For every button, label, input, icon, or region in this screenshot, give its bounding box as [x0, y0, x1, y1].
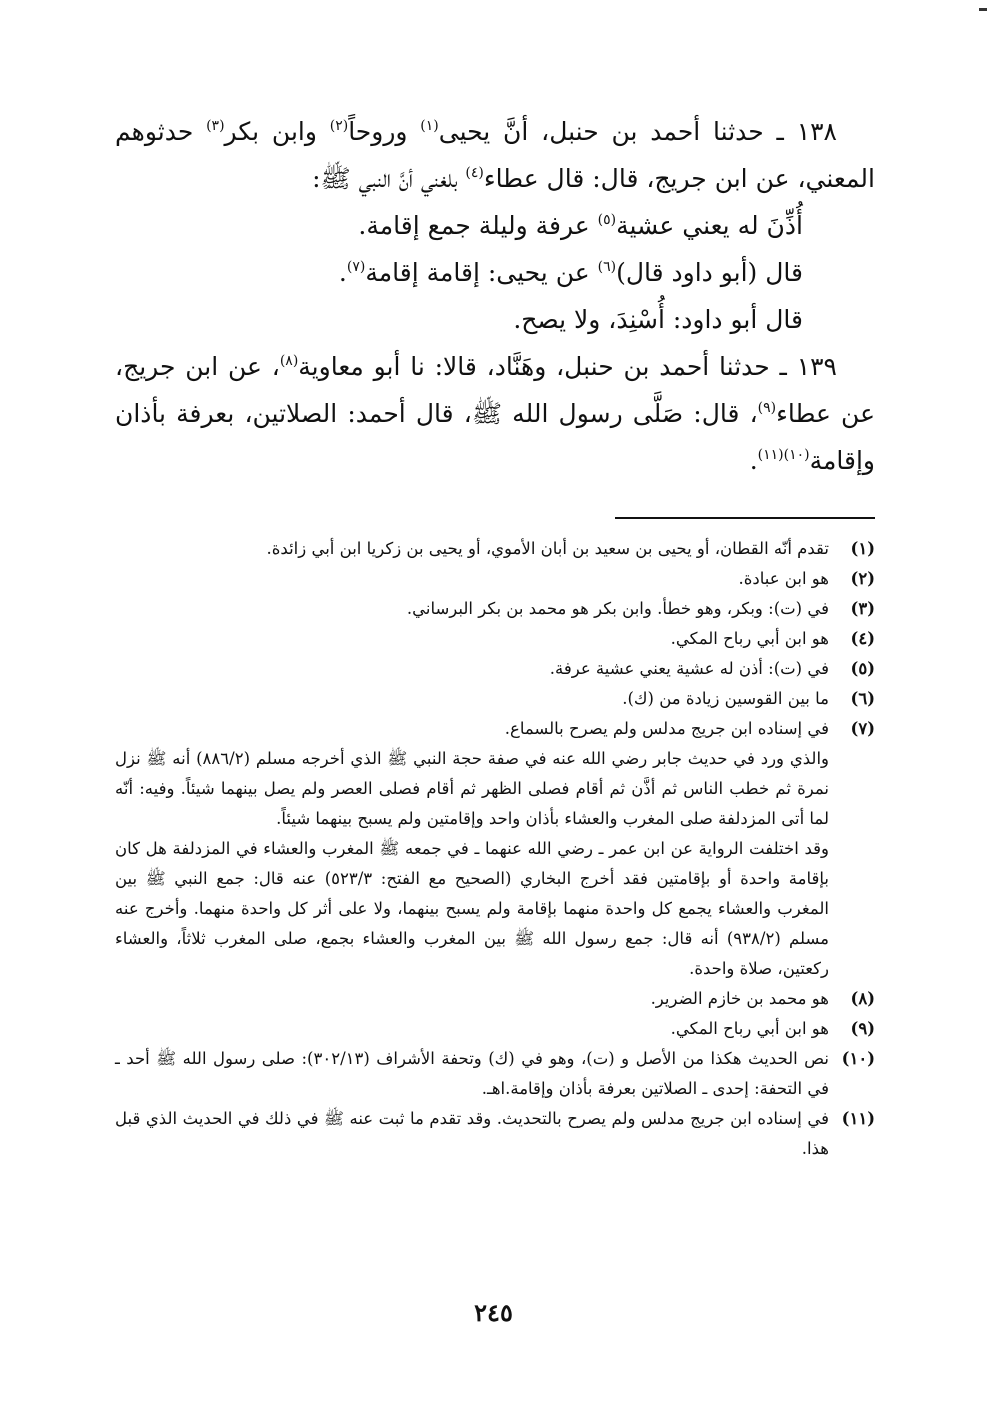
footnote-text: هو محمد بن خازم الضرير.: [650, 989, 829, 1008]
footnote-5: [115, 654, 875, 684]
scan-edge-mark: [979, 8, 987, 11]
footnote-text: نص الحديث هكذا من الأصل و (ت)، وهو في (ك) وتحفة الأشراف (٣٠٢/١٣): صلى رسول الله ﷺ أحد ـ في التحفة: إحدى ـ الصلاتين بعرفة بأذان وإقامة.اهـ.: [115, 1049, 829, 1098]
footnote-text: وقد اختلفت الرواية عن ابن عمر ـ رضي الله عنهما ـ في جمعه ﷺ المغرب والعشاء في المزدلفة هل كان بإقامة واحدة أو بإقامتين فقد أخرج البخاري (الصحيح مع الفتح: ٥٢٣/٣) عنه قال: جمع النبي ﷺ بين المغرب والعشاء يجمع كل واحدة منهما بإقامة ولم يسبح بينهما، ولا على أثر كل واحدة منهما. وأخرج عنه مسلم (٩٣٨/٢) أنه قال: جمع رسول الله ﷺ بين المغرب والعشاء بجمع، صلى المغرب ثلاثاً، والعشاء ركعتين، صلاة واحدة.: [115, 839, 829, 978]
hadith-138-text: وابن بكر: [224, 117, 330, 146]
footnote-number: (٦): [850, 689, 875, 708]
footnote-number: (١): [850, 539, 875, 558]
footnote-number: (٤): [850, 629, 875, 648]
note-text: .: [338, 258, 347, 287]
footnote-4: [115, 624, 875, 654]
footnote-marker-3: (٣): [206, 118, 225, 134]
abu-dawud-note-2: قال أبو داود: أُسْنِدَ، ولا يصح.: [513, 305, 803, 334]
footnote-marker-5: (٥): [597, 212, 617, 228]
footnote-text: هو ابن أبي رباح المكي.: [670, 1019, 829, 1038]
hadith-138-matn: [115, 202, 875, 249]
main-text: [115, 108, 875, 484]
footnotes: [115, 534, 875, 1164]
footnote-11: [115, 1104, 875, 1164]
hadith-139-text: ، عن ابن جريج، عن عطاء: [115, 352, 875, 428]
footnote-number: (١٠): [841, 1049, 875, 1068]
footnote-number: (٢): [850, 569, 875, 588]
footnote-number: (٩): [850, 1019, 875, 1038]
hadith-138: [115, 108, 875, 202]
matn-text: أُذِّنَ له يعني عشية: [616, 211, 803, 240]
footnote-text: ما بين القوسين زيادة من (ك).: [622, 689, 829, 708]
hadith-138-text: بلغني أنَّ النبي ﷺ:: [312, 164, 466, 193]
footnote-number: (٥): [850, 659, 875, 678]
hadith-138-text: حدثوهم المعني، عن ابن جريج، قال: قال عطاء: [115, 117, 875, 193]
matn-text: عرفة وليلة جمع إقامة.: [358, 211, 598, 240]
hadith-138-text: وروحاً: [348, 117, 421, 146]
footnote-10: [115, 1044, 875, 1104]
footnote-marker-9: (٩): [757, 400, 777, 416]
footnote-text: هو ابن أبي رباح المكي.: [670, 629, 829, 648]
footnote-marker-7: (٧): [346, 259, 366, 275]
footnote-text: هو ابن عبادة.: [738, 569, 829, 588]
footnote-text: والذي ورد في حديث جابر رضي الله عنه في صفة حجة النبي ﷺ الذي أخرجه مسلم (٨٨٦/٢) أنه ﷺ نزل نمرة ثم خطب الناس ثم أذَّن ثم أقام فصلى الظهر ثم أقام فصلى العصر ولم يصل بينهما شيئاً. وفيه: أنّه لما أتى المزدلفة صلى المغرب والعشاء بأذان واحد وإقامتين ولم يسبح بينهما شيئاً.: [115, 749, 829, 828]
footnote-separator: [615, 517, 875, 519]
page-number: ٢٤٥: [474, 1298, 513, 1327]
footnote-text: تقدم أنّه القطان، أو يحيى بن سعيد بن أبان الأموي، أو يحيى بن زكريا ابن أبي زائدة.: [266, 539, 829, 558]
footnote-1: [115, 534, 875, 564]
footnote-marker-1: (١): [420, 118, 439, 134]
hadith-139: [115, 343, 875, 484]
footnote-number: (٧): [850, 719, 875, 738]
footnote-number: (١١): [841, 1109, 875, 1128]
footnote-3: [115, 594, 875, 624]
footnote-marker-8: (٨): [279, 353, 299, 369]
footnote-marker-2: (٢): [329, 118, 349, 134]
footnote-text: في (ت): أذن له عشية يعني عشية عرفة.: [549, 659, 829, 678]
note-text: عن يحيى: إقامة إقامة: [365, 258, 598, 287]
footnote-number: (٣): [850, 599, 875, 618]
footnote-marker-6: (٦): [597, 259, 617, 275]
footnote-7: [115, 714, 875, 984]
footnote-marker-10-11: (١٠)(١١): [757, 447, 810, 463]
hadith-139-text: .: [749, 446, 758, 475]
footnote-9: [115, 1014, 875, 1044]
note-text: قال (أبو داود قال): [616, 258, 803, 287]
footnote-number: (٨): [850, 989, 875, 1008]
hadith-139-text: ١٣٩ ـ حدثنا أحمد بن حنبل، وهَنَّاد، قالا: نا أبو معاوية: [298, 352, 837, 381]
footnote-6: [115, 684, 875, 714]
hadith-139-text: ، قال: صَلَّى رسول الله ﷺ، قال أحمد: الصلاتين، بعرفة بأذان وإقامة: [115, 399, 875, 475]
abu-dawud-note-1: [115, 249, 875, 296]
footnote-marker-4: (٤): [465, 165, 484, 181]
footnote-2: [115, 564, 875, 594]
hadith-138-text: ١٣٨ ـ حدثنا أحمد بن حنبل، أنَّ يحيى: [438, 117, 837, 146]
footnote-text: في إسناده ابن جريج مدلس ولم يصرح بالسماع.: [504, 719, 829, 738]
footnote-8: [115, 984, 875, 1014]
footnote-text: في إسناده ابن جريج مدلس ولم يصرح بالتحديث. وقد تقدم ما ثبت عنه ﷺ في ذلك في الحديث الذي قبل هذا.: [115, 1109, 829, 1158]
footnote-text: في (ت): وبكر، وهو خطأ. وابن بكر هو محمد بن بكر البرساني.: [406, 599, 829, 618]
